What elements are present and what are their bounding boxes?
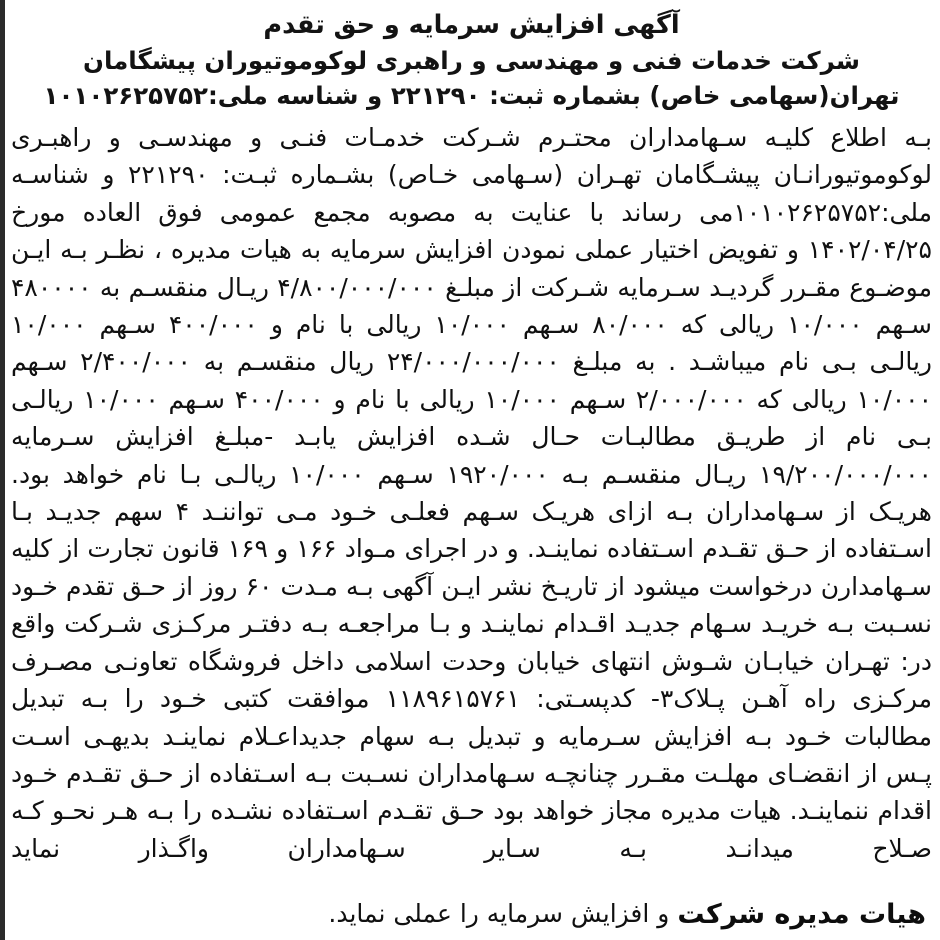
body-paragraph-capital-details: بـه اطلاع کلیـه سـهامداران محتـرم شـرکت خدمـات فنـی و مهندسـی و راهبـری لوکوموتیورانـان پیشـگامان تهـران (سـهامی خـاص) بشـماره ثبـت: ۲۲۱۲۹۰ و شناسـه ملی:۱۰۱۰۲۶۲۵۷۵۲می رساند با عنایت به مصوبه مجمع عمومی فوق العاده مورخ ۱۴۰۲/۰۴/۲۵ و تفویض اختیار عملی نمودن افزایش سرمایه به هیات مدیره ، نظـر بـه ایـن موضـوع مقـرر گردیـد سـرمایه شـرکت از مبلـغ ۴/۸۰۰/۰۰۰/۰۰۰ ریـال منقسـم به ۴۸۰۰۰۰ سـهم ۱۰/۰۰۰ ریالی که ۸۰/۰۰۰ سـهم ۱۰/۰۰۰ ریالی با نام و ۴۰۰/۰۰۰ سـهم ۱۰/۰۰۰ ریالـی بـی نام میباشـد . به مبلـغ ۲۴/۰۰۰/۰۰۰/۰۰۰ ریال منقسـم به ۲/۴۰۰/۰۰۰ سـهم ۱۰/۰۰۰ ریالی که ۲/۰۰۰/۰۰۰ سـهم ۱۰/۰۰۰ ریالی با نام و ۴۰۰/۰۰۰ سـهم ۱۰/۰۰۰ ریالـی بـی نام از طریـق مطالبـات حـال شـده افزایش یابـد -مبلـغ افزایش سـرمایه ۱۹/۲۰۰/۰۰۰/۰۰۰ ریـال منقسـم بـه ۱۹۲۰/۰۰۰ سـهم ۱۰/۰۰۰ ریالـی بـا نام خواهد بود. [11, 123, 933, 489]
signature-row [17, 895, 926, 932]
body-closing-sentence: و افزایش سرمایه را عملی نماید. [328, 898, 670, 928]
document-heading-block [9, 0, 934, 113]
company-name-line: شرکت خدمات فنی و مهندسی و راهبری لوکوموتیوران پیشگامان [83, 46, 860, 75]
body-paragraph-preemptive-rights: هریـک از سـهامداران بـه ازای هریـک سـهم فعلـی خـود مـی تواننـد ۴ سهم جدیـد بـا اسـتفاده از حـق تقـدم اسـتفاده نماینـد. و در اجرای مـواد ۱۶۶ و ۱۶۹ قانون تجارت از کلیه سـهامدارن درخواست میشود از تاریـخ نشر ایـن آگهی بـه مـدت ۶۰ روز از حـق تقدم خـود نسـبت بـه خریـد سـهام جدیـد اقـدام نماینـد و بـا مراجعـه بـه دفتـر مرکـزی شـرکت واقع در: تهـران خیابـان شـوش انتهای خیابان وحدت اسلامی داخل فروشگاه تعاونـی مصـرف مرکـزی راه آهـن پـلاک۳- کدپسـتی: ۱۱۸۹۶۱۵۷۶۱ موافقت کتبی خـود را بـه تبدیل مطالبات خـود بـه افزایش سـرمایه و تبدیل بـه سهام جدیداعـلام نماینـد بدیهـی اسـت پـس از انقضـای مهلـت مقـرر چنانچـه سـهامداران نسـبت بـه اسـتفاده از حـق تقـدم خـود اقدام ننماینـد. هیات مدیره مجاز خواهد بود حـق تقـدم اسـتفاده نشـده را بـه هـر نحـو کـه صـلاح میدانـد بـه سـایر سـهامداران واگـذار نماید [11, 497, 933, 863]
company-registration-line: تهران(سهامی خاص) بشماره ثبت: ۲۲۱۲۹۰ و شناسه ملی:۱۰۱۰۲۶۲۵۷۵۲ [43, 81, 900, 110]
document-body [9, 119, 934, 867]
notice-title: آگهی افزایش سرمایه و حق تقدم [263, 10, 680, 40]
board-signature: هیات مدیره شرکت [677, 899, 926, 930]
document-content [9, 0, 934, 940]
